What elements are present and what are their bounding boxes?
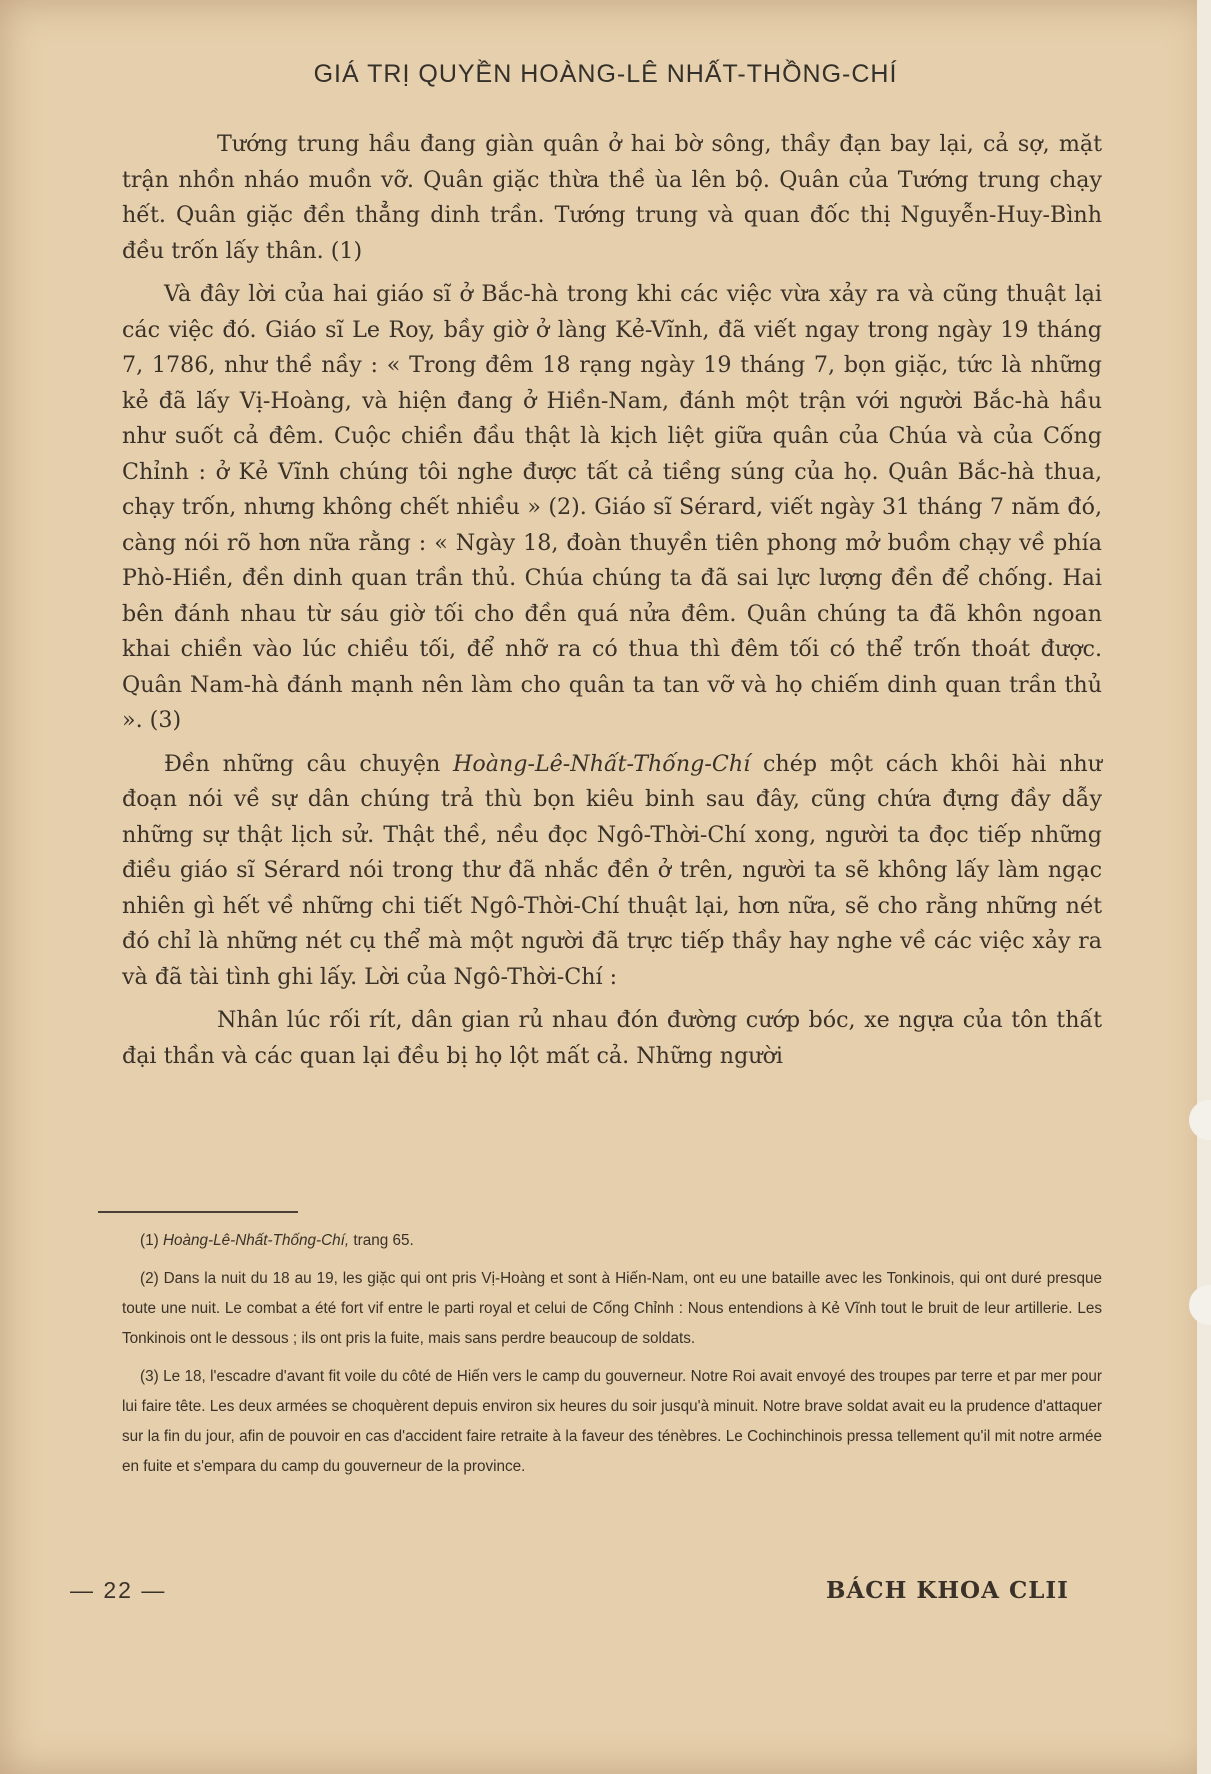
main-text [122, 127, 1102, 1074]
footnotes [122, 1226, 1102, 1490]
page-number: — 22 — [70, 1577, 167, 1603]
footnote-1 [122, 1226, 1102, 1256]
footnote-3: (3) Le 18, l'escadre d'avant fit voile du côté de Hiến vers le camp du gouverneur. Notre Roi avait envoyé des troupes par terre et par mer pour lui faire tête. Les deux armées se choquèrent depuis environ six heures du soir jusqu'à minuit. Notre brave soldat avait eu la prudence d'attaquer sur la fin du jour, afin de pouvoir en cas d'accident faire retraite à la faveur des ténèbres. Le Cochinchinois pressa tellement qu'il mit notre armée en fuite et s'empara du camp du gouverneur de la province. [122, 1368, 1102, 1475]
footnote-2: (2) Dans la nuit du 18 au 19, les giặc qui ont pris Vị-Hoàng et sont à Hiến-Nam, ont eu une bataille avec les Tonkinois, qui ont duré presque toute une nuit. Le combat a été fort vif entre le parti royal et celui de Cống Chỉnh : Nous entendions à Kẻ Vĩnh tout le bruit de leur artillerie. Les Tonkinois ont le dessous ; ils ont pris la fuite, mais sans perdre beaucoup de soldats. [122, 1270, 1102, 1347]
footnote-1-work: Hoàng-Lê-Nhất-Thống-Chí, [162, 1232, 350, 1249]
work-title: Hoàng-Lê-Nhất-Thống-Chí [453, 750, 751, 777]
footnote-1-number: (1) [140, 1232, 163, 1249]
footnote-divider [98, 1211, 298, 1213]
paragraph-quote-2: Nhân lúc rối rít, dân gian rủ nhau đón đường cướp bóc, xe ngựa của tôn thất đại thần và các quan lại đều bị họ lột mất cả. Những người [122, 1007, 1102, 1069]
paragraph-anecdotes-text: chép một cách khôi hài như đoạn nói về sự dân chúng trả thù bọn kiêu binh sau đây, cũng chứa đựng đầy dẫy những sự thật lịch sử. Thật thề, nều đọc Ngô-Thời-Chí xong, người ta đọc tiếp những điều giáo sĩ Sérard nói trong thư đã nhắc đền ở trên, người ta sẽ không lấy làm ngạc nhiên gì hết về những chi tiết Ngô-Thời-Chí thuật lại, hơn nữa, sẽ cho rằng những nét đó chỉ là những nét cụ thể mà một người đã trực tiếp thầy hay nghe về các việc xảy ra và đã tài tình ghi lấy. Lời của Ngô-Thời-Chí : [122, 750, 1102, 990]
paragraph-missionaries: Và đây lời của hai giáo sĩ ở Bắc-hà trong khi các việc vừa xảy ra và cũng thuật lại các việc đó. Giáo sĩ Le Roy, bầy giờ ở làng Kẻ-Vĩnh, đã viết ngay trong ngày 19 tháng 7, 1786, như thề nầy : « Trong đêm 18 rạng ngày 19 tháng 7, bọn giặc, tức là những kẻ đã lấy Vị-Hoàng, và hiện đang ở Hiền-Nam, đánh một trận với người Bắc-hà hầu như suốt cả đêm. Cuộc chiền đầu thật là kịch liệt giữa quân của Chúa và của Cống Chỉnh : ở Kẻ Vĩnh chúng tôi nghe được tất cả tiềng súng của họ. Quân Bắc-hà thua, chạy trốn, nhưng không chết nhiều » (2). Giáo sĩ Sérard, viết ngày 31 tháng 7 năm đó, càng nói rõ hơn nữa rằng : « Ngày 18, đoàn thuyền tiên phong mở buồm chạy về phía Phò-Hiền, đền dinh quan trần thủ. Chúa chúng ta đã sai lực lượng đền để chống. Hai bên đánh nhau từ sáu giờ tối cho đền quá nửa đêm. Quân chúng ta đã khôn ngoan khai chiền vào lúc chiều tối, để nhỡ ra có thua thì đêm tối có thể trốn thoát được. Quân Nam-hà đánh mạnh nên làm cho quân ta tan vỡ và họ chiếm dinh quan trần thủ ». (3) [122, 281, 1102, 733]
binding-hole [1189, 1100, 1211, 1140]
paragraph-anecdotes-lead: Đền những câu chuyện [164, 750, 454, 777]
publication-name: BÁCH KHOA CLII [826, 1577, 1069, 1604]
binding-hole [1189, 1285, 1211, 1325]
paragraph-quote-1: Tướng trung hầu đang giàn quân ở hai bờ sông, thầy đạn bay lại, cả sợ, mặt trận nhồn nháo muồn vỡ. Quân giặc thừa thề ùa lên bộ. Quân của Tướng trung chạy hết. Quân giặc đền thẳng dinh trần. Tướng trung và quan đốc thị Nguyễn-Huy-Bình đều trốn lấy thân. (1) [122, 131, 1102, 264]
paragraph-anecdotes [122, 747, 1102, 996]
page-edge [1197, 0, 1211, 1774]
running-header: GIÁ TRỊ QUYỀN HOÀNG-LÊ NHẤT-THỒNG-CHÍ [313, 60, 898, 88]
footnote-1-page: trang 65. [349, 1232, 414, 1249]
